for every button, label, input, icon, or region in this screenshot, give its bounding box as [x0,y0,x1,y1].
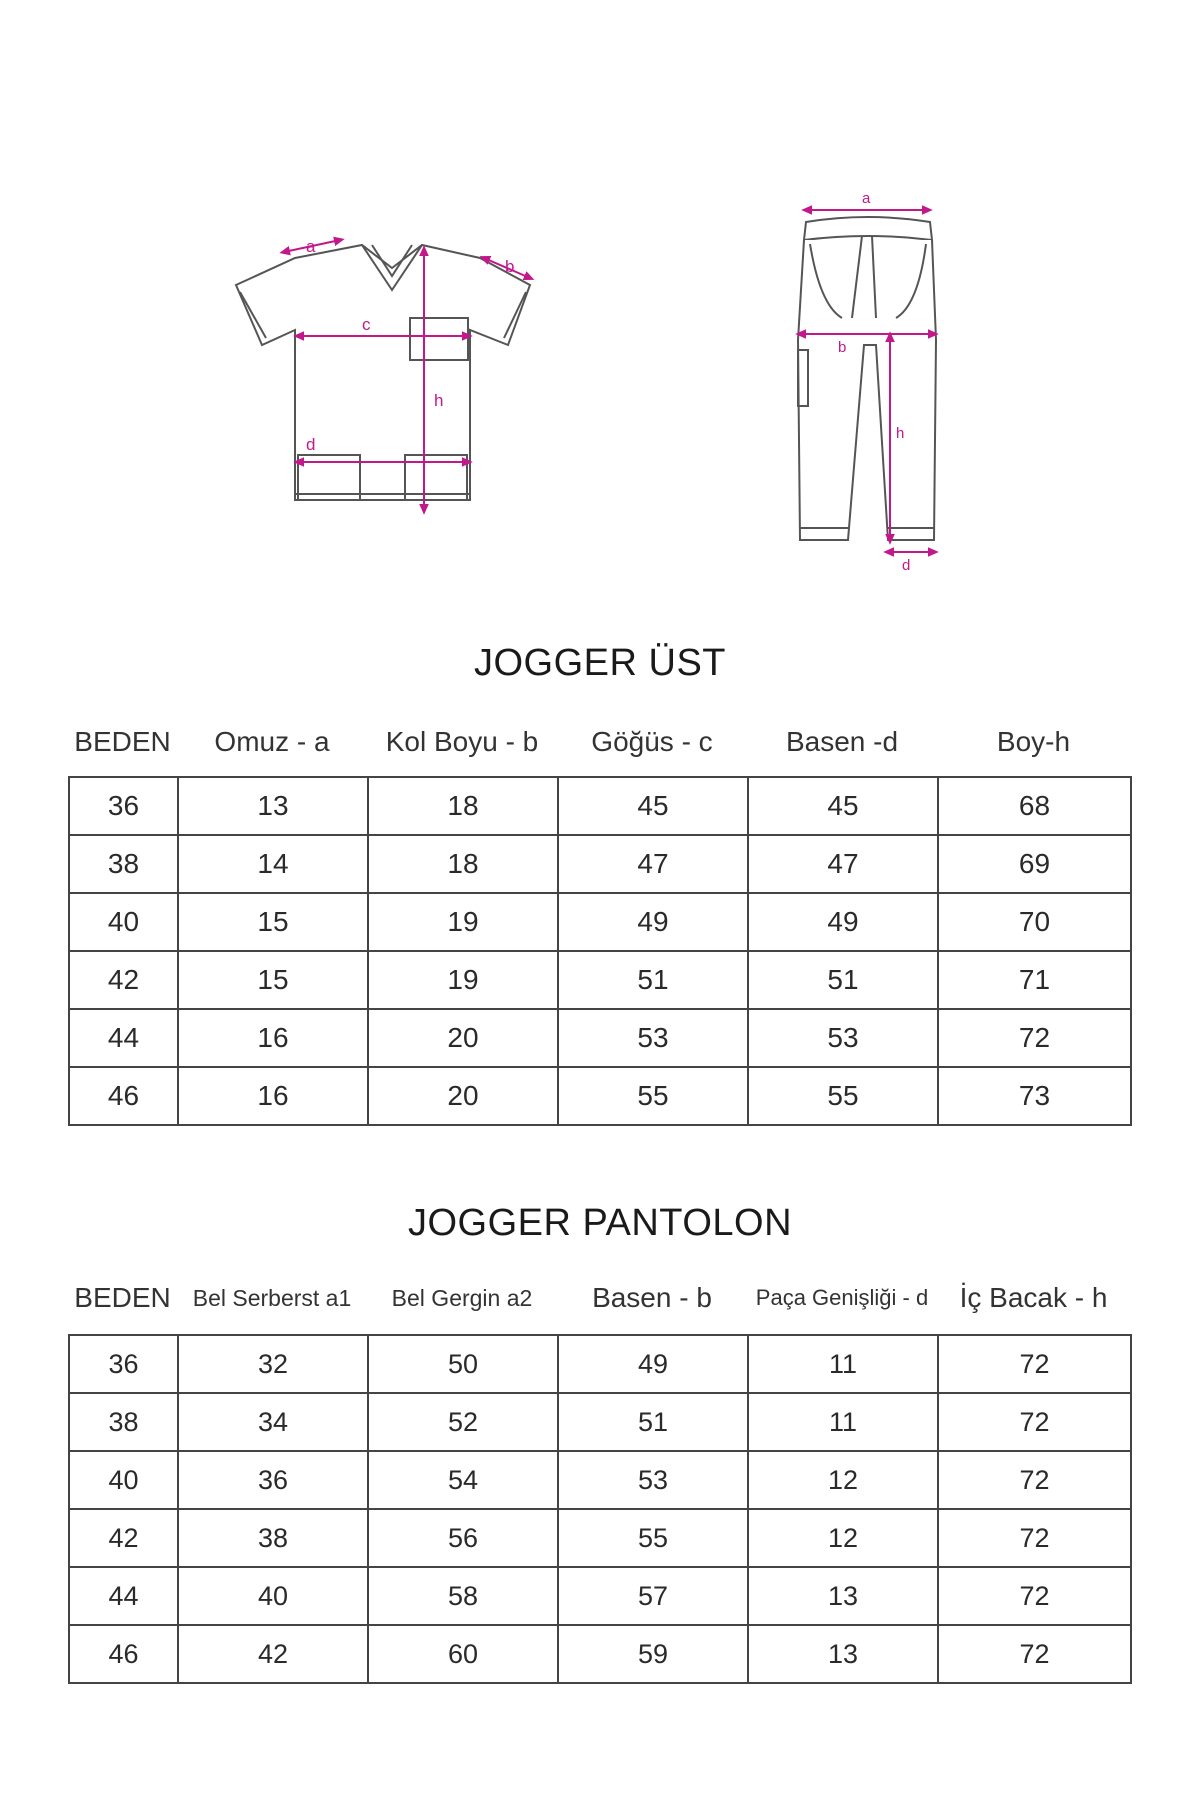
pants-table-cell: 36 [178,1451,368,1509]
pants-table-cell: 58 [368,1567,558,1625]
top-table-cell: 42 [69,951,178,1009]
top-table-row [69,835,1131,893]
top-table-cell: 15 [178,893,368,951]
pants-table-row [69,1567,1131,1625]
pants-table-cell: 13 [748,1567,938,1625]
top-table-cell: 69 [938,835,1131,893]
pants-table-cell: 52 [368,1393,558,1451]
pants-table-cell: 38 [178,1509,368,1567]
pants-table-body [69,1335,1131,1683]
top-table-cell: 19 [368,951,558,1009]
pants-table-row [69,1393,1131,1451]
pants-table-cell: 11 [748,1335,938,1393]
pants-table-cell: 57 [558,1567,748,1625]
pants-label-d: d [902,557,911,574]
top-table-cell: 45 [748,777,938,835]
pants-header-bel-gergin: Bel Gergin a2 [391,1285,533,1311]
pants-table-cell: 32 [178,1335,368,1393]
top-label-h: h [434,391,444,410]
pants-table-cell: 56 [368,1509,558,1567]
top-table-cell: 20 [368,1067,558,1125]
top-table-cell: 14 [178,835,368,893]
top-table-row [69,951,1131,1009]
top-size-table [68,776,1132,1126]
top-table-cell: 45 [558,777,748,835]
top-table-cell: 49 [558,893,748,951]
pants-header-ic-bacak: İç Bacak - h [959,1282,1108,1313]
pants-table-cell: 13 [748,1625,938,1683]
pants-table-cell: 54 [368,1451,558,1509]
top-header-omuz: Omuz - a [214,726,330,757]
pants-table-cell: 72 [938,1335,1131,1393]
pants-label-h: h [896,425,905,442]
top-table-cell: 20 [368,1009,558,1067]
pants-table-cell: 60 [368,1625,558,1683]
top-table-cell: 72 [938,1009,1131,1067]
pants-header-bel-serberst: Bel Serberst a1 [192,1285,352,1311]
pants-label-b: b [838,339,847,356]
top-table-cell: 38 [69,835,178,893]
pants-table-cell: 51 [558,1393,748,1451]
pants-table-cell: 72 [938,1509,1131,1567]
top-table-cell: 18 [368,835,558,893]
pants-table-cell: 72 [938,1451,1131,1509]
top-table-cell: 15 [178,951,368,1009]
top-table-title: JOGGER ÜST [473,642,727,684]
pants-label-a: a [862,190,871,207]
pants-table-cell: 38 [69,1393,178,1451]
top-table-cell: 47 [748,835,938,893]
garment-diagram [0,0,1200,600]
pants-header-paca: Paça Genişliği - d [755,1285,929,1310]
pants-table-cell: 72 [938,1393,1131,1451]
pants-table-row [69,1451,1131,1509]
top-table-cell: 19 [368,893,558,951]
top-table-cell: 44 [69,1009,178,1067]
top-header-kol-boyu: Kol Boyu - b [385,726,539,757]
pants-header-beden: BEDEN [74,1282,171,1313]
pants-table-header [68,1278,1130,1318]
top-table-cell: 16 [178,1067,368,1125]
pants-table-cell: 72 [938,1567,1131,1625]
top-table-cell: 55 [748,1067,938,1125]
top-table-cell: 71 [938,951,1131,1009]
pants-table-cell: 11 [748,1393,938,1451]
top-table-cell: 51 [748,951,938,1009]
pants-table-row [69,1509,1131,1567]
pants-header-basen: Basen - b [592,1282,712,1313]
top-table-row [69,1067,1131,1125]
top-table-cell: 55 [558,1067,748,1125]
top-header-beden: BEDEN [74,726,171,757]
top-table-cell: 13 [178,777,368,835]
top-table-cell: 49 [748,893,938,951]
top-table-cell: 47 [558,835,748,893]
top-table-cell: 73 [938,1067,1131,1125]
top-table-cell: 40 [69,893,178,951]
top-header-gogus: Göğüs - c [591,726,713,757]
pants-table-cell: 46 [69,1625,178,1683]
pants-table-cell: 42 [178,1625,368,1683]
top-table-header [68,722,1130,762]
top-table-cell: 46 [69,1067,178,1125]
pants-table-cell: 53 [558,1451,748,1509]
pants-table-cell: 34 [178,1393,368,1451]
pants-table-title: JOGGER PANTOLON [407,1202,793,1244]
pants-table-row [69,1335,1131,1393]
pants-table-cell: 72 [938,1625,1131,1683]
top-label-b: b [505,257,515,276]
pants-table-cell: 50 [368,1335,558,1393]
pants-table-cell: 40 [69,1451,178,1509]
top-table-cell: 36 [69,777,178,835]
top-table-cell: 70 [938,893,1131,951]
top-table-cell: 68 [938,777,1131,835]
top-table-cell: 53 [558,1009,748,1067]
top-header-basen: Basen -d [785,726,899,757]
pants-table-cell: 12 [748,1509,938,1567]
top-table-row [69,1009,1131,1067]
top-label-a: a [306,237,316,256]
pants-size-table [68,1334,1132,1684]
pants-table-cell: 55 [558,1509,748,1567]
pants-table-cell: 36 [69,1335,178,1393]
jogger-pants-drawing [798,217,936,540]
pants-table-cell: 42 [69,1509,178,1567]
top-header-boy: Boy-h [996,726,1071,757]
pants-table-cell: 59 [558,1625,748,1683]
top-table-cell: 18 [368,777,558,835]
pants-table-cell: 40 [178,1567,368,1625]
top-table-cell: 53 [748,1009,938,1067]
pants-table-cell: 44 [69,1567,178,1625]
pants-table-cell: 12 [748,1451,938,1509]
top-table-row [69,777,1131,835]
pants-table-row [69,1625,1131,1683]
top-table-cell: 51 [558,951,748,1009]
top-label-c: c [362,315,371,334]
pants-table-cell: 49 [558,1335,748,1393]
top-table-cell: 16 [178,1009,368,1067]
top-table-body [69,777,1131,1125]
top-label-d: d [306,435,316,454]
top-table-row [69,893,1131,951]
